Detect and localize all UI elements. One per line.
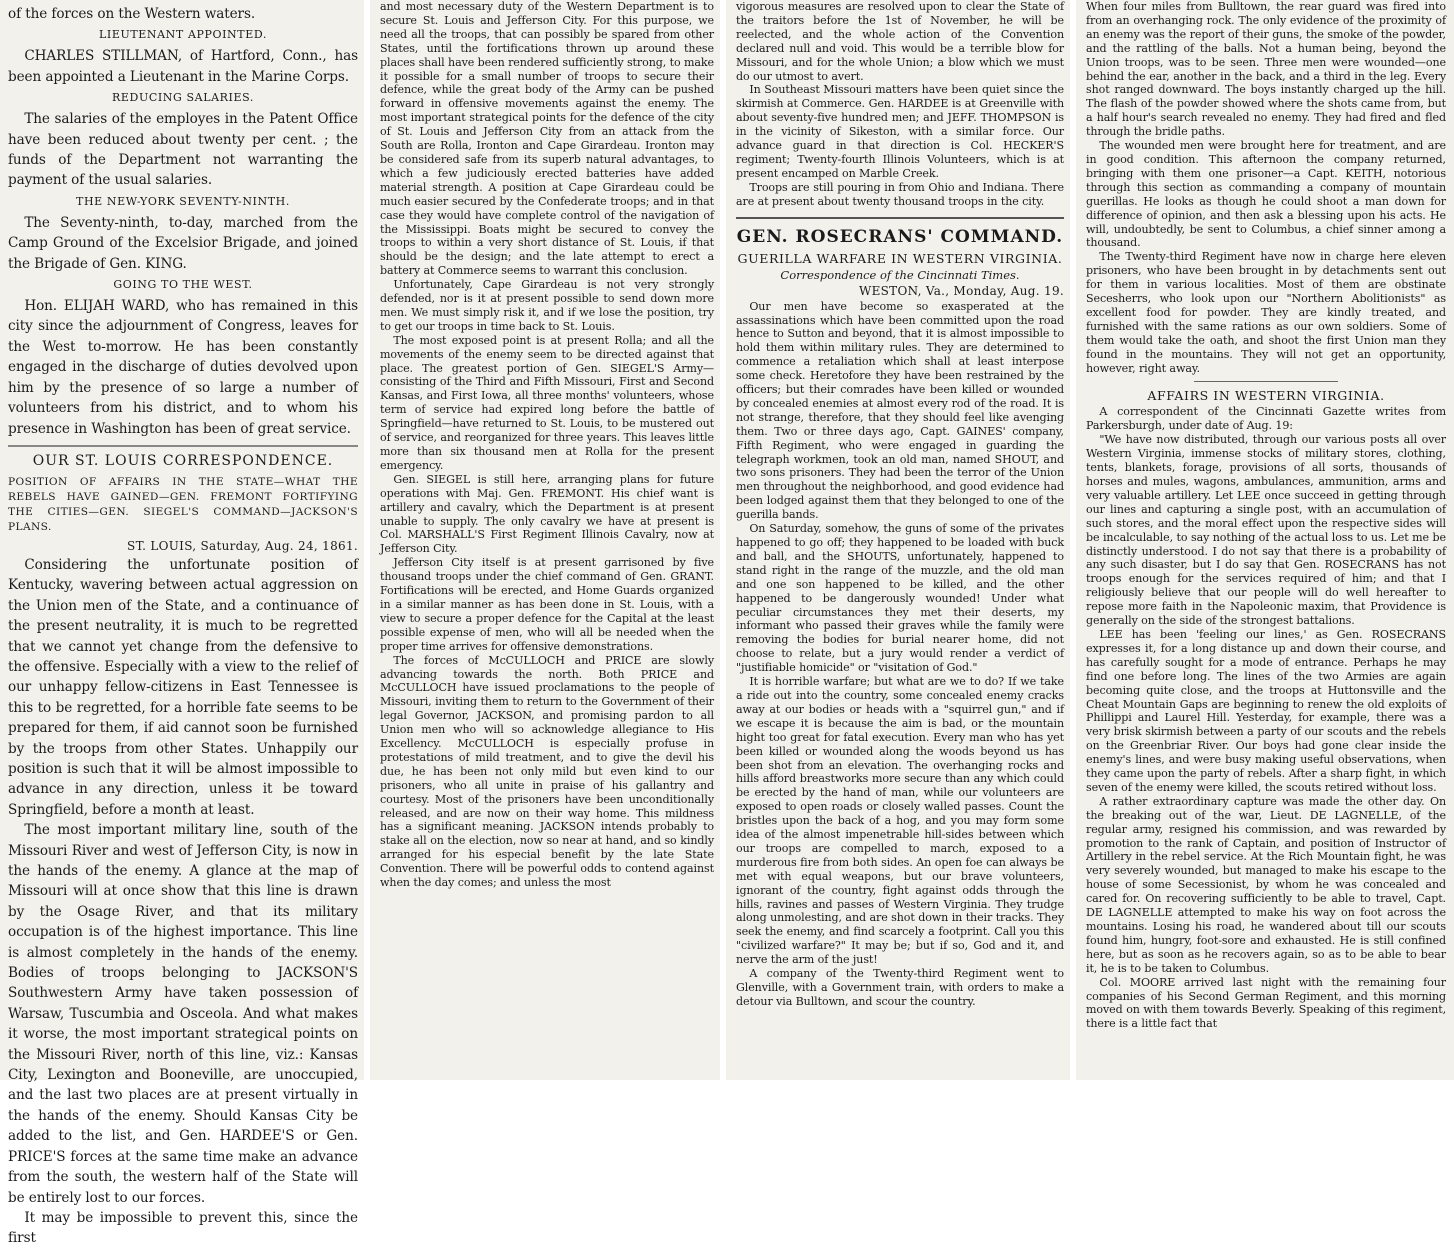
paragraph: Unfortunately, Cape Girardeau is not very strongly defended, nor is it at present possible to send down more men. We must simply risk it, and if we lose the position, try to get our troops in time back to St. Louis. [380,278,714,333]
column-2 [372,0,720,1080]
paragraph: Hon. ELIJAH WARD, who has remained in this city since the adjournment of Congress, leaves for the West to-morrow. He has been constantly engaged in the discharge of duties devolved upon him by the presence of so large a number of volunteers from his district, and to whom his presence in Washington has been of great service. [8,298,358,437]
column-rule [720,0,726,1080]
intro-line: of the forces on the Western waters. [8,6,256,22]
paragraph: CHARLES STILLMAN, of Hartford, Conn., has been appointed a Lieutenant in the Marine Corps. [8,48,358,85]
section-title-st-louis: OUR ST. LOUIS CORRESPONDENCE. [8,445,358,469]
correspondence-credit: Correspondence of the Cincinnati Times. [780,267,1020,282]
headline-reducing-salaries: REDUCING SALARIES. [112,91,254,105]
headline-lieutenant-appointed: LIEUTENANT APPOINTED. [99,28,267,42]
paragraph: The most important military line, south of the Missouri River and west of Jefferson City, is now in the hands of the enemy. A glance at the map of Missouri will at once show that this line is drawn by the Osage River, and that its military occupation is of the highest importance. This line is almost completely in the hands of the enemy. Bodies of troops belonging to JACKSON'S Southwestern Army have taken possession of Warsaw, Tuscumbia and Osceola. And what makes it worse, the most important strategical points on the Missouri River, north of this line, viz.: Kansas City, Lexington and Booneville, are unoccupied, and the last two places are at present virtually in the hands of the enemy. Should Kansas City be added to the list, and Gen. HARDEE'S or Gen. PRICE'S forces at the same time make an advance from the south, the western half of the State will be entirely lost to our forces. [8,822,358,1206]
paragraph: "We have now distributed, through our various posts all over Western Virginia, immense stocks of military stores, clothing, tents, blankets, forage, provisions of all sorts, thousands of horses and mules, wagons, ambulances, ammunition, arms and very valuable artillery. Let LEE once succeed in getting through our lines and capturing a single post, with an accumulation of such stores, and the moral effect upon the respective sides will be incalculable, to say nothing of the actual loss to us. Let me be distinctly understood. I do not say that there is a probability of any such disaster, but I do say that Gen. ROSECRANS has not troops enough for the services required of him; and that I religiously believe that our people will do well hereafter to repose more faith in the Napoleonic maxim, that Providence is generally on the side of the strongest battalions. [1086,433,1446,628]
subheadline-guerilla-warfare: GUERILLA WARFARE IN WESTERN VIRGINIA. [737,250,1063,266]
paragraph: The Seventy-ninth, to-day, marched from the Camp Ground of the Excelsior Brigade, and joined the Brigade of Gen. KING. [8,214,358,272]
paragraph: A rather extraordinary capture was made the other day. On the breaking out of the war, Lieut. DE LAGNELLE, of the regular army, resigned his commission, and was rewarded by promotion to the rank of Captain, and position of Instructor of Artillery in the rebel service. At the Rich Mountain fight, he was very severely wounded, but managed to make his escape to the house of some Secessionist, by whom he was concealed and cared for. On recovering sufficiently to be able to travel, Capt. DE LAGNELLE attempted to make his way on foot across the mountains. Losing his road, he wandered about till our scouts found him, hungry, foot-sore and exhausted. He is still confined here, but as soon as he recovers again, so as to be able to bear it, he is to be taken to Columbus. [1086,794,1446,975]
paragraph: Our men have become so exasperated at the assassinations which have been committed upon the road hence to Sutton and beyond, that it is almost impossible to hold them within military rules. They are determined to commence a retaliation which shall at least interpose some check. Heretofore they have been restrained by the officers; but their comrades have been killed or wounded by concealed enemies at almost every rod of the road. It is not strange, therefore, that they should feel like avenging them. Two or three days ago, Capt. GAINES' company, Fifth Regiment, who were engaged in guarding the telegraph workmen, took an old man, named SHOUT, and two sons prisoners. They had been the terror of the Union men throughout the neighborhood, and good evidence had been lodged against them that they belonged to one of the guerilla bands. [736,299,1064,522]
paragraph: On Saturday, somehow, the guns of some of the privates happened to go off; they happened to be loaded with buck and ball, and the SHOUTS, unfortunately, happened to stand right in the range of the muzzle, and the old man and one son happened to be killed, and the other happened to be dangerously wounded! Under what peculiar circumstances they met their deserts, my informant who passed their graves while the family were removing the bodies for burial nearer home, did not choose to relate, but a jury would render a verdict of "justifiable homicide" or "visitation of God." [736,522,1064,675]
paragraph: Considering the unfortunate position of Kentucky, wavering between actual aggression on the Union men of the State, and a continuance of the present neutrality, it is much to be regretted that we cannot yet change from the defensive to the offensive. Especially with a view to the relief of our unhappy fellow-citizens in East Tennessee is this to be regretted, for a horrible fate seems to be prepared for them, if aid cannot soon be furnished by the troops from other States. Unhappily our position is such that it will be almost impossible to advance in any direction, unless it be toward Springfield, before a month at least. [8,556,358,818]
paragraph: The most exposed point is at present Rolla; and all the movements of the enemy seem to be directed against that place. The greatest portion of Gen. SIEGEL'S Army—consisting of the Third and Fifth Missouri, First and Second Kansas, and First Iowa, all three months' volunteers, whose term of service had expired long before the battle of Springfield—have returned to St. Louis, to be mustered out of service, and reorganized for three years. This leaves little more than six thousand men at Rolla for the present emergency. [380,333,714,472]
section-deck: POSITION OF AFFAIRS IN THE STATE—WHAT THE REBELS HAVE GAINED—GEN. FREMONT FORTIFYING THE CITIES—GEN. SIEGEL'S COMMAND—JACKSON'S PLANS. [8,475,358,533]
column-rule [364,0,370,1080]
paragraph: It is horrible warfare; but what are we to do? If we take a ride out into the country, some concealed enemy cracks away at our bodies or heads with a "squirrel gun," and if we escape it is because the aim is bad, or the mountain hight too great for fatal execution. Every man who has yet been killed or wounded along the woods beyond us has been shot from an elevation. The overhanging rocks and hills afford breastworks more secure than any which could be erected by the hand of man, while our volunteers are exposed to open roads or closely walled passes. Count the bristles upon the back of a hog, and you may form some idea of the almost impenetrable hill-sides between which our troops are compelled to march, exposed to a murderous fire from both sides. An open foe can always be met with equal weapons, but our brave volunteers, ignorant of the country, fight against odds through the hills, ravines and passes of Western Virginia. They trudge along unmolesting, and are shot down in their tracks. They seek the enemy, and find scarcely a footprint. Call you this "civilized warfare?" It may be; but if so, God and it, and nerve the arm of the just! [736,675,1064,967]
column-3 [728,0,1070,1080]
paragraph: The wounded men were brought here for treatment, and are in good condition. This afternoon the company returned, bringing with them one prisoner—a Capt. KEITH, notorious through this section as commanding a company of mountain guerillas. He looks as though he could shoot a man down for difference of opinion, and then ask a blessing upon his acts. He will, undoubtedly, be sent to Columbus, a chief sinner among a thousand. [1086,139,1446,250]
column-4 [1078,0,1454,1080]
paragraph: The forces of McCULLOCH and PRICE are slowly advancing towards the north. Both PRICE and McCULLOCH have issued proclamations to the people of Missouri, inviting them to return to the Government of their legal Governor, JACKSON, and promising pardon to all Union men who will so acknowledge allegiance to His Excellency. McCULLOCH is especially profuse in protestations of mild treatment, and to give the devil his due, he has been not only mild but even kind to our prisoners, who all unite in praise of his gallantry and courtesy. Most of the prisoners have been unconditionally released, and are now on their way home. This mildness has a significant meaning. JACKSON intends probably to stake all on the election, now so near at hand, and so kindly arranged for his especial benefit by the late State Convention. There will be powerful odds to contend against when the day comes; and unless the most [380,653,714,890]
paragraph: Col. MOORE arrived last night with the remaining four companies of his Second German Regiment, and this morning moved on with them towards Beverly. Speaking of this regiment, there is a little fact that [1086,975,1446,1031]
paragraph: A correspondent of the Cincinnati Gazette writes from Parkersburgh, under date of Aug. 19: [1086,405,1446,433]
paragraph: Gen. SIEGEL is still here, arranging plans for future operations with Maj. Gen. FREMONT. His chief want is artillery and cavalry, which the Department is at present unable to supply. The only cavalry we have at present is Col. MARSHALL'S First Regiment Illinois Cavalry, now at Jefferson City. [380,472,714,556]
paragraph: LEE has been 'feeling our lines,' as Gen. ROSECRANS expresses it, for a long distance up and down their course, and has carefully sought for a mode of entrance. Perhaps he may find one before long. The lines of the two Armies are again becoming quite close, and the troops at Huttonsville and the Cheat Mountain Gaps are beginning to renew the old exploits of Phillippi and Laurel Hill. Yesterday, for example, there was a very brisk skirmish between a party of our scouts and the rebels on the Greenbriar River. Our boys had gone clear inside the enemy's lines, and were busy making useful observations, when they came upon the party of rebels. After a sharp fight, in which seven of the enemy were killed, the scouts retired without loss. [1086,627,1446,794]
column-1 [0,0,364,1247]
headline-rosecrans-command: GEN. ROSECRANS' COMMAND. [736,217,1064,247]
divider-rule [1194,381,1338,382]
paragraph: When four miles from Bulltown, the rear guard was fired into from an overhanging rock. The only evidence of the proximity of an enemy was the report of their guns, the smoke of the powder, and the rattling of the balls. Not a human being, beyond the Union troops, was to be seen. Three men were wounded—one behind the ear, another in the back, and a third in the leg. Every shot ranged downward. The boys instantly charged up the hill. The flash of the powder showed where the shots came from, but a half hour's search revealed no enemy. They had fired and fled through the bridle paths. [1086,0,1446,139]
paragraph: In Southeast Missouri matters have been quiet since the skirmish at Commerce. Gen. HARDEE is at Greenville with about seventy-five hundred men; and JEFF. THOMPSON is in the vicinity of Sikeston, with a similar force. Our advance guard in that direction is Col. HECKER'S regiment; Twenty-fourth Illinois Volunteers, which is at present encamped on Marble Creek. [736,83,1064,180]
column-rule [1070,0,1076,1080]
headline-going-west: GOING TO THE WEST. [113,278,253,292]
paragraph: Troops are still pouring in from Ohio and Indiana. There are at present about twenty thousand troops in the city. [736,180,1064,208]
dateline: WESTON, Va., Monday, Aug. 19. [858,283,1064,298]
paragraph: and most necessary duty of the Western Department is to secure St. Louis and Jefferson City. For this purpose, we need all the troops, that can possibly be spared from other States, until the fortifications thrown up around these places shall have been rendered sufficiently strong, to make it possible for a small number of troops to secure their defence, while the great body of the Army can be pushed forward in offensive movements against the enemy. The most important strategical points for the defence of the city of St. Louis and Jefferson City from an attack from the South are Rolla, Ironton and Cape Girardeau. Ironton may be considered safe from its superb natural advantages, to which a few judiciously erected batteries have added material strength. A position at Cape Girardeau could be much easier secured by the Confederate troops; and in that case they would have complete control of the navigation of the Mississippi. Boats might be secured to convey the troops to within a very short distance of St. Louis, if that should be the design; and the late attempt to erect a battery at Commerce seems to warrant this conclusion. [380,0,714,278]
paragraph: It may be impossible to prevent this, since the first [8,1209,358,1247]
paragraph: vigorous measures are resolved upon to clear the State of the traitors before the 1st of November, he will be reelected, and the whole action of the Convention declared null and void. This would be a terrible blow for Missouri, and for the whole Union; a blow which we must do our utmost to avert. [736,0,1064,83]
headline-seventy-ninth: THE NEW-YORK SEVENTY-NINTH. [76,194,290,208]
paragraph: Jefferson City itself is at present garrisoned by five thousand troops under the chief command of Gen. GRANT. Fortifications will be erected, and Home Guards organized in a similar manner as has been done in St. Louis, with a view to secure a proper defence for the Capital at the least possible expense of men, who will all be needed when the proper time arrives for offensive demonstrations. [380,556,714,653]
dateline: ST. LOUIS, Saturday, Aug. 24, 1861. [127,538,358,553]
paragraph: A company of the Twenty-third Regiment went to Glenville, with a Government train, with orders to make a detour via Bulltown, and scour the country. [736,967,1064,1008]
headline-affairs-western-virginia: AFFAIRS IN WESTERN VIRGINIA. [1147,388,1385,404]
paragraph: The Twenty-third Regiment have now in charge here eleven prisoners, who have been brought in by detachments sent out for them in various localities. Most of them are obstinate Secesherrs, who look upon our "Northern Abolitionists" as excellent food for powder. They are kindly treated, and furnished with the same rations as our own soldiers. Some of them would take the oath, and shoot the first Union man they found in the mountains. They will not get an opportunity, however, right away. [1086,250,1446,375]
paragraph: The salaries of the employes in the Patent Office have been reduced about twenty per cent. ; the funds of the Department not warranting the payment of the usual salaries. [8,111,358,189]
